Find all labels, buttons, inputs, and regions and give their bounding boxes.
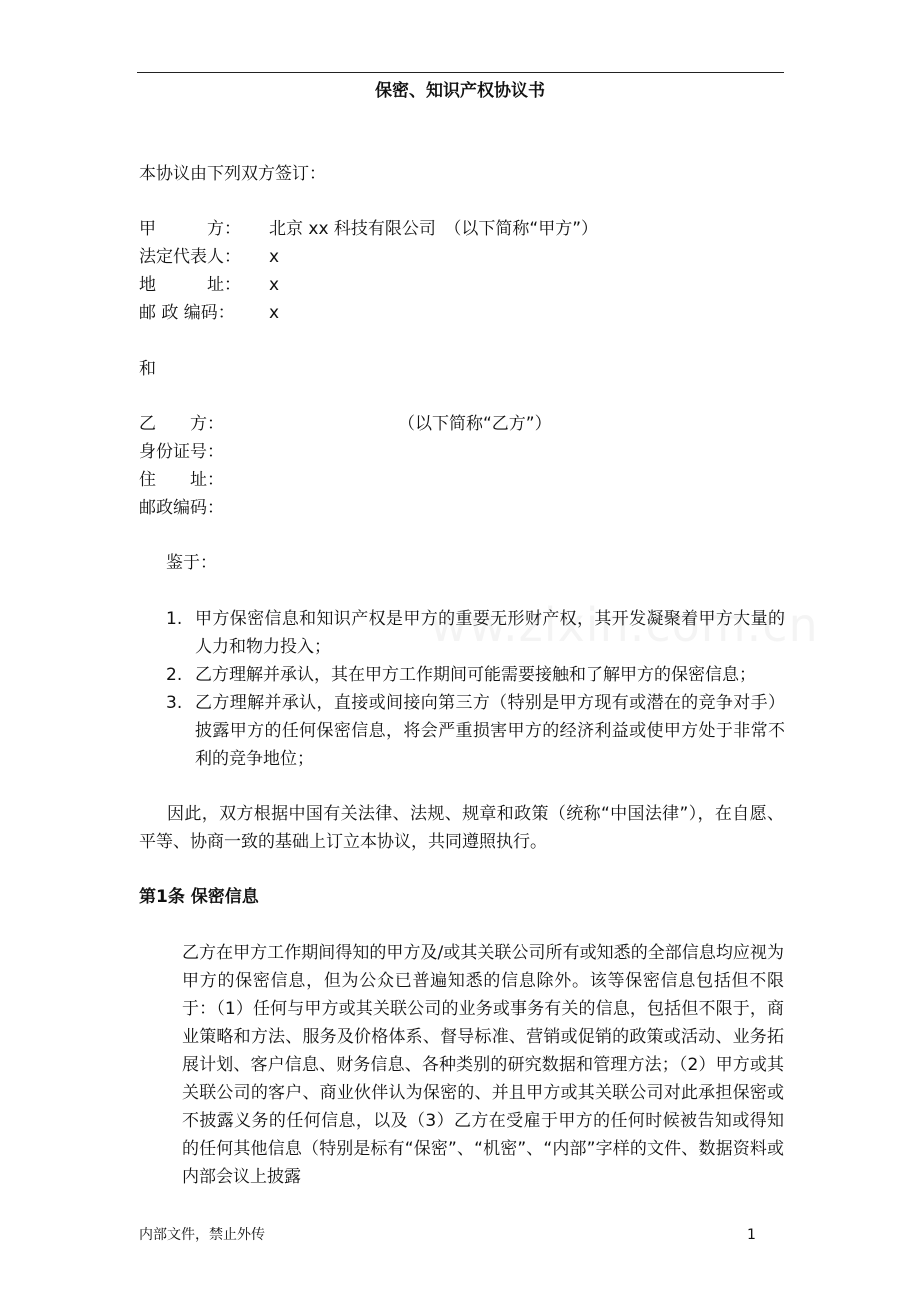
page-number: 1 (747, 1227, 756, 1243)
whereas-item-text: 乙方理解并承认，其在甲方工作期间可能需要接触和了解甲方的保密信息； (195, 665, 756, 685)
party-a-rep-label: 法定代表人： (139, 247, 241, 267)
party-a-name-label: 甲 方： (139, 219, 241, 239)
party-a-rep-value: x (269, 247, 280, 267)
party-b-name-label: 乙 方： (139, 414, 224, 434)
document-title: 保密、知识产权协议书 (375, 81, 545, 101)
party-b-name-value: （以下简称“乙方”） (398, 414, 552, 434)
intro-line: 本协议由下列双方签订： (139, 164, 326, 184)
header-rule (137, 72, 784, 73)
article-1-body: 乙方在甲方工作期间得知的甲方及/或其关联公司所有或知悉的全部信息均应视为甲方的保密信息，但为公众已普遍知悉的信息除外。该等保密信息包括但不限于：（1）任何与甲方或其关联公司的业务或事务有关的信息，包括但不限于，商业策略和方法、服务及价格体系、督导标准、营销或促销的政策或活动、业务拓展计划、客户信息、财务信息、各种类别的研究数据和管理方法；（2）甲方或其关联公司的客户、商业伙伴认为保密的、并且甲方或其关联公司对此承担保密或不披露义务的任何信息，以及（3）乙方在受雇于甲方的任何时候被告知或得知的任何其他信息（特别是标有“保密”、“机密”、“内部”字样的文件、数据资料或内部会议上披露 (182, 943, 784, 1187)
article-1-heading: 第1条 保密信息 (139, 887, 259, 907)
whereas-item-number: 3. (166, 693, 183, 713)
whereas-item-number: 2. (166, 665, 183, 685)
party-b-id-label: 身份证号： (139, 442, 224, 462)
whereas-heading: 鉴于： (166, 553, 217, 573)
party-b-zip-label: 邮政编码： (139, 498, 224, 518)
and-line: 和 (139, 359, 156, 379)
therefore-paragraph: 因此，双方根据中国有关法律、法规、规章和政策（统称“中国法律”），在自愿、平等、协商一致的基础上订立本协议，共同遵照执行。 (139, 804, 784, 852)
party-b-addr-label: 住 址： (139, 470, 224, 490)
footer-confidential-note: 内部文件，禁止外传 (139, 1227, 265, 1243)
party-a-addr-label: 地 址： (139, 275, 241, 295)
whereas-item-text: 乙方理解并承认，直接或间接向第三方（特别是甲方现有或潜在的竞争对手）披露甲方的任何保密信息，将会严重损害甲方的经济利益或使甲方处于非常不利的竞争地位； (195, 693, 785, 769)
whereas-item-text: 甲方保密信息和知识产权是甲方的重要无形财产权，其开发凝聚着甲方大量的人力和物力投入； (195, 609, 785, 657)
whereas-item-number: 1. (166, 609, 183, 629)
party-a-zip-label: 邮 政 编码： (139, 303, 235, 323)
party-a-addr-value: x (269, 275, 280, 295)
party-a-name-value: 北京 xx 科技有限公司 （以下简称“甲方”） (269, 219, 599, 239)
party-a-zip-value: x (269, 303, 280, 323)
